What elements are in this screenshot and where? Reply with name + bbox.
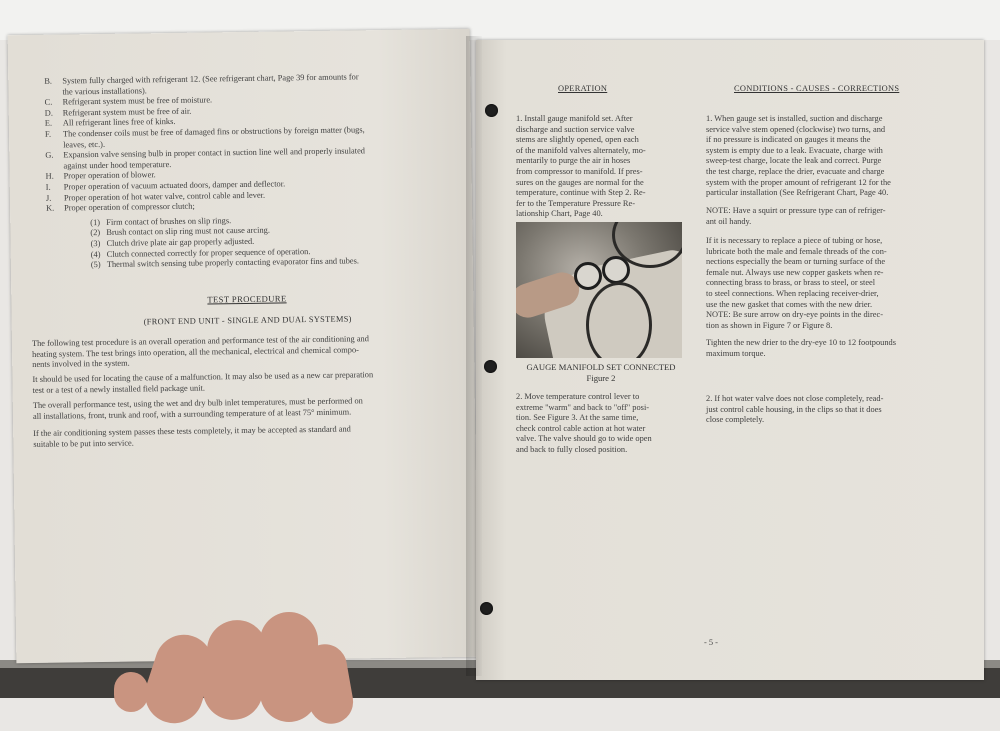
checklist-text: Refrigerant system must be free of air. [62,106,192,118]
conditions-heading: CONDITIONS - CAUSES - CORRECTIONS [734,84,900,93]
checklist-text: Proper operation of hot water valve, control cable and lever. [63,190,266,203]
condition-1-text: 1. When gauge set is installed, suction and discharge service valve stem opened (clockwise) two turns, and if no pressure is indicated on gauges it means the system is empty due to a leak. Evacuate, charge with sweep-test charge, locate the leak and correct. Purge the test charge, replace the drier, evacuate and charge system with the proper amount of refrigerant 12 for the particular installation (See Refrigerant Chart, Page 40. [706,114,891,198]
clutch-check-text: Brush contact on slip ring must not cause arcing. [106,225,270,238]
hose-icon [586,282,652,358]
right-page-number: - 5 - [704,638,718,647]
note-oil-text: NOTE: Have a squirt or pressure type can of refriger- ant oil handy. [706,206,886,226]
left-page [8,29,479,663]
intro-paragraph: The following test procedure is an overall operation and performance test of the air conditioning and heating system. The test brings into operation, all the mechanical, electrical and chemical compo- nents involved in the system. [31,334,369,370]
note-dry-eye-text: NOTE: Be sure arrow on dry-eye points in the direc- tion as shown in Figure 7 or Figure 8. [706,310,883,330]
checklist-text: The condenser coils must be free of damaged fins or obstructions by foreign matter (bugs, leaves, etc.). [62,125,365,150]
checklist-letter: G. [45,150,54,160]
clutch-check-text: Clutch drive plate air gap properly adjusted. [106,236,255,248]
checklist-letter: K. [45,203,55,213]
checklist-letter: I. [45,182,51,192]
clutch-check-number: (2) [90,228,101,238]
clutch-check-text: Clutch connected correctly for proper sequence of operation. [106,246,311,259]
binder-hole-bottom [480,602,493,615]
test-procedure-heading: TEST PROCEDURE [207,293,287,305]
clutch-check-number: (3) [90,238,101,249]
acceptance-paragraph: If the air conditioning system passes these tests completely, it may be accepted as standard and suitable to be put into service. [33,424,351,449]
step-2-text: 2. Move temperature control lever to extreme "warm" and back to "off" posi- tion. See Figure 3. At the same time, check control cable action at hot water valve. The valve should go to wide open and back to fully closed position. [516,392,652,454]
book-gutter [466,36,482,676]
figure-caption: GAUGE MANIFOLD SET CONNECTED [526,362,676,372]
checklist-letter: J. [45,193,52,203]
clutch-check-text: Thermal switch sensing tube properly contacting evaporator fins and tubes. [106,256,359,269]
figure-label: Figure 2 [586,373,616,383]
checklist-text: System fully charged with refrigerant 12. (See refrigerant chart, Page 39 for amounts for the various installations). [62,72,359,97]
finger-tip [114,672,148,712]
clutch-checks-list [90,213,467,271]
requirements-list [44,71,467,272]
checklist-text: All refrigerant lines free of kinks. [62,117,176,128]
checklist-letter: E. [44,119,53,129]
checklist-text: Refrigerant system must be free of moisture. [62,95,213,107]
checklist-letter: H. [45,171,54,182]
test-procedure-subheading: (FRONT END UNIT - SINGLE AND DUAL SYSTEMS) [143,314,352,327]
condition-2-text: 2. If hot water valve does not close completely, read- just control cable housing, in the clips so that it does close completely. [706,394,884,425]
checklist-letter: D. [44,108,53,118]
right-page [476,40,984,680]
drier-torque-text: Tighten the new drier to the dry-eye 10 to 12 footpounds maximum torque. [706,338,896,358]
checklist-letter: F. [44,129,52,139]
checklist-text: Proper operation of vacuum actuated doors, damper and deflector. [63,179,286,192]
clutch-check-number: (4) [90,249,101,259]
gauge-left-icon [574,262,602,290]
tubing-replacement-text: If it is necessary to replace a piece of tubing or hose, lubricate both the male and female threads of the con- nections especially the beam or turning surface of the female nut. Always use new copper gaskets when re- connecting brass to brass, or brass to steel, or steel to steel connections. When replacing receiver-drier, use the new gasket that comes with the new drier. [706,236,887,309]
checklist-letter: C. [44,97,53,107]
step-1-text: 1. Install gauge manifold set. After discharge and suction service valve stems are slightly opened, open each of the manifold valves alternately, mo- mentarily to purge the air in hoses from compressor to manifold. If pres- sures on the gauges are normal for the temperature, continue with Step 2. Re- fer to the Temperature Pressure Re- lationship Chart, Page 40. [516,114,646,219]
clutch-check-number: (1) [90,217,101,227]
checklist-letter: B. [44,76,53,86]
operation-heading: OPERATION [558,84,608,93]
checklist-text: Proper operation of blower. [63,170,156,181]
checklist-text: Proper operation of compressor clutch; [63,201,195,213]
checklist-text: Expansion valve sensing bulb in proper contact in suction line well and properly insulated against under hood temperature. [63,146,366,171]
gauge-manifold-photo [516,222,682,358]
binder-hole-top [485,104,498,117]
clutch-check-text: Firm contact of brushes on slip rings. [106,215,232,227]
binder-hole-middle [484,360,497,373]
usage-paragraph: It should be used for locating the cause of a malfunction. It may also be used as a new car preparation test or a test of a newly installed field package unit. [32,370,374,395]
performance-test-paragraph: The overall performance test, using the wet and dry bulb inlet temperatures, must be performed on all installations, front, trunk and roof, with a surrounding temperature of at least 75° minimum. [32,396,363,421]
clutch-check-number: (5) [90,260,101,270]
